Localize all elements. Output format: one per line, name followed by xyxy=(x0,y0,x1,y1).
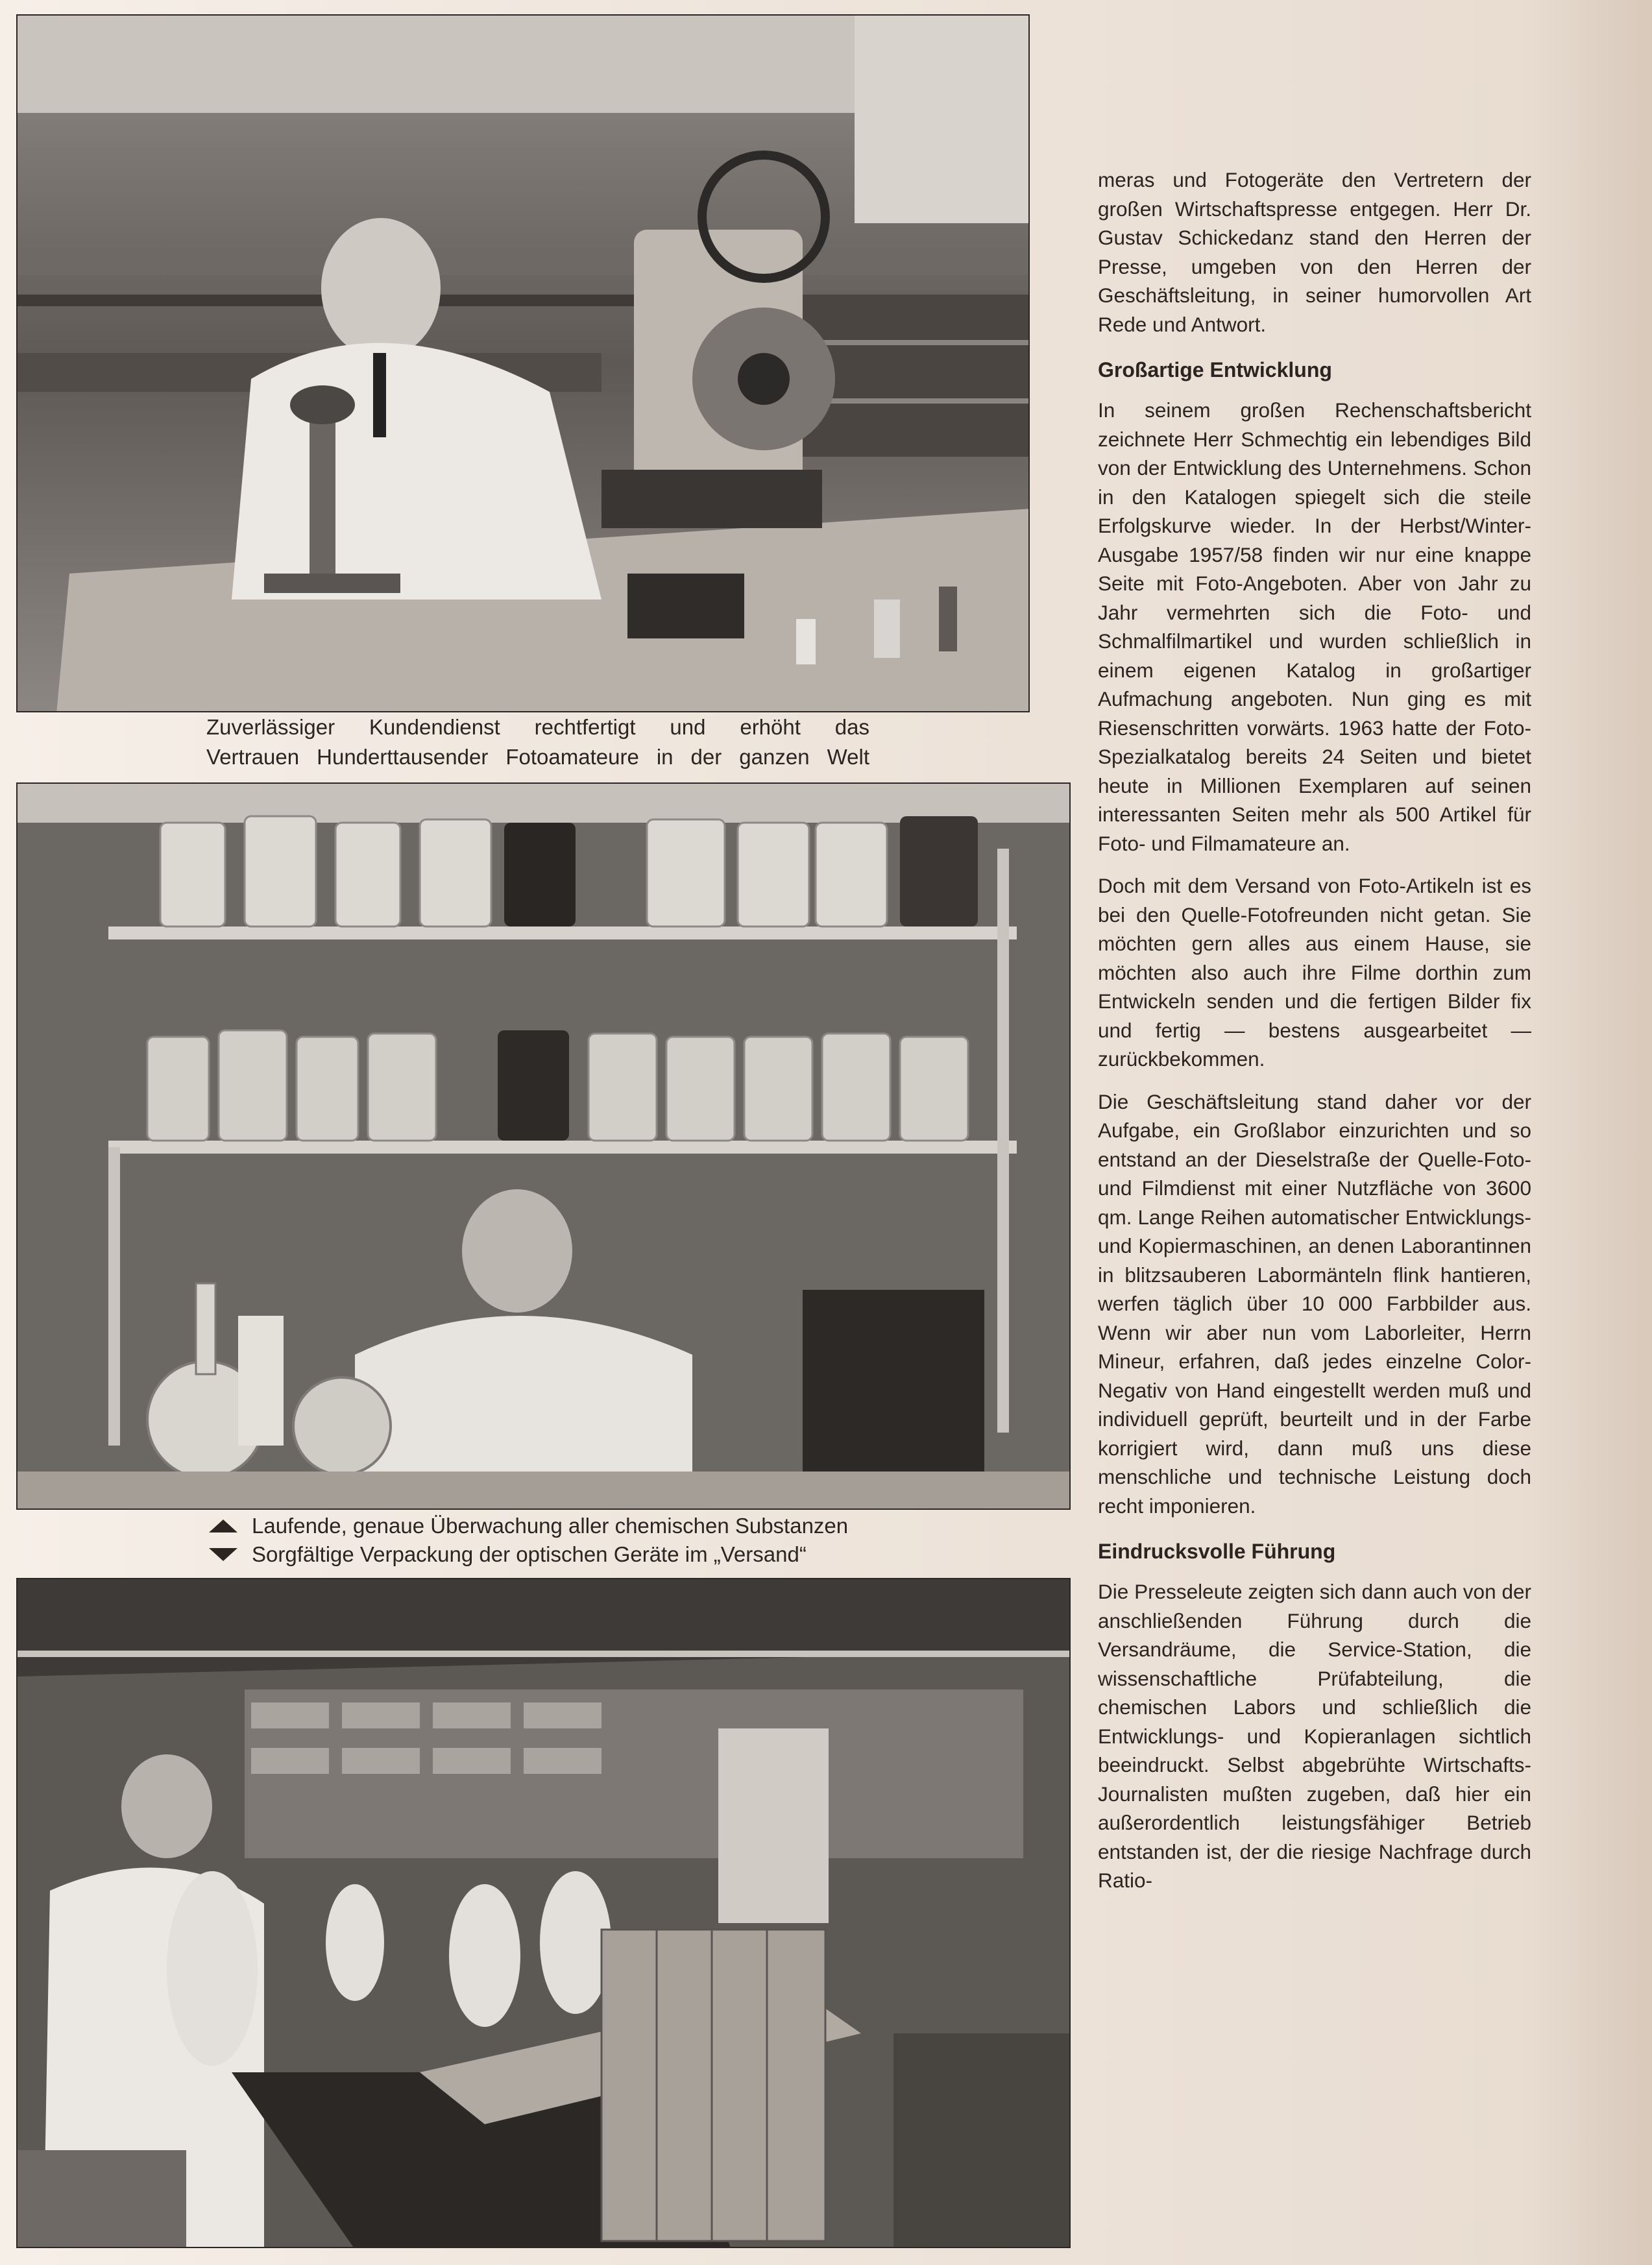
article-intro: meras und Fotogeräte den Vertretern der großen Wirtschaftspresse entgegen. Herr Dr. Gustav Schickedanz stand den Herren der Presse, umgeben von den Herren der Geschäftsleitung, in seiner humorvollen Art Rede und Antwort. xyxy=(1098,168,1531,336)
photo2-caption: Laufende, genaue Überwachung aller chemischen Substanzen xyxy=(252,1514,849,1538)
article-para3: Die Geschäftsleitung stand daher vor der Aufgabe, ein Großlabor einzurichten und so entstand an der Dieselstraße der Quelle-Foto- und Filmdienst mit einer Nutzfläche von 3600 qm. Lange Reihen automatischer Entwicklungs- und Kopiermaschinen, an denen Laborantinnen in blitzsauberen Labormänteln flink hantieren, werfen täglich über 10 000 Farbbilder aus. Wenn wir aber nun vom Laborleiter, Herrn Mineur, erfahren, daß jedes einzelne Color-Negativ von Hand eingestellt werden muß und individuell geprüft, beurteilt und in der Farbe korrigiert wird, dann muß uns diese menschliche und technische Leistung doch recht imponieren. xyxy=(1098,1089,1531,1518)
photo1-caption xyxy=(206,712,869,772)
photo-service-workshop xyxy=(16,14,1030,712)
photo3-caption: Sorgfältige Verpackung der optischen Geräte im „Versand“ xyxy=(252,1542,807,1566)
heading-entwicklung: Großartige Entwicklung xyxy=(1098,358,1332,382)
photo-chemical-lab xyxy=(16,782,1071,1510)
photo1-caption-line2: Vertrauen Hunderttausender Fotoamateure in der ganzen Welt xyxy=(206,745,869,769)
photo-service-workshop-image xyxy=(18,16,1030,712)
article-column xyxy=(1098,165,1531,1909)
triangle-down-icon xyxy=(209,1548,237,1561)
photo2-3-captions xyxy=(209,1512,949,1569)
photo-shipping-hall-image xyxy=(18,1579,1071,2248)
photo-chemical-lab-image xyxy=(18,784,1071,1510)
article-para2: Doch mit dem Versand von Foto-Artikeln ist es bei den Quelle-Fotofreunden nicht getan. Sie möchten gern alles aus einem Hause, sie möchten also auch ihre Filme dorthin zum Entwickeln senden und die fertigen Bilder fix und fertig — bestens ausgearbeitet — zurückbekommen. xyxy=(1098,874,1531,1071)
caption-down-row xyxy=(209,1540,949,1569)
photo-shipping-hall xyxy=(16,1578,1071,2248)
caption-up-row xyxy=(209,1512,949,1540)
photo1-caption-line1: Zuverlässiger Kundendienst rechtfertigt und erhöht das xyxy=(206,715,869,739)
article-para4: Die Presseleute zeigten sich dann auch von der anschließenden Führung durch die Versandräume, die Service-Station, die wissenschaftliche Prüfabteilung, die chemischen Labors und schließlich die Entwicklungs- und Kopieranlagen sichtlich beeindruckt. Selbst abgebrühte Wirtschafts-Journalisten mußten zugeben, daß hier ein außerordentlich leistungsfähiger Betrieb entstanden ist, der die riesige Nachfrage durch Ratio- xyxy=(1098,1580,1531,1892)
article-para1: In seinem großen Rechenschaftsbericht zeichnete Herr Schmechtig ein lebendiges Bild von der Entwicklung des Unternehmens. Schon in den Katalogen spiegelt sich die steile Erfolgskurve wieder. In der Herbst/Winter-Ausgabe 1957/58 finden wir nur eine knappe Seite mit Foto-Angeboten. Aber von Jahr zu Jahr vermehrten sich die Foto- und Schmalfilmartikel und wurden schließlich in einem eigenen Katalog in großartiger Aufmachung angeboten. Nun ging es mit Riesenschritten vorwärts. 1963 hatte der Foto-Spezialkatalog bereits 24 Seiten und bietet heute in Millionen Exemplaren auf seinen interessanten Seiten mehr als 500 Artikel für Foto- und Filmamateure an. xyxy=(1098,398,1531,855)
triangle-up-icon xyxy=(209,1520,237,1532)
heading-fuehrung: Eindrucksvolle Führung xyxy=(1098,1540,1336,1563)
